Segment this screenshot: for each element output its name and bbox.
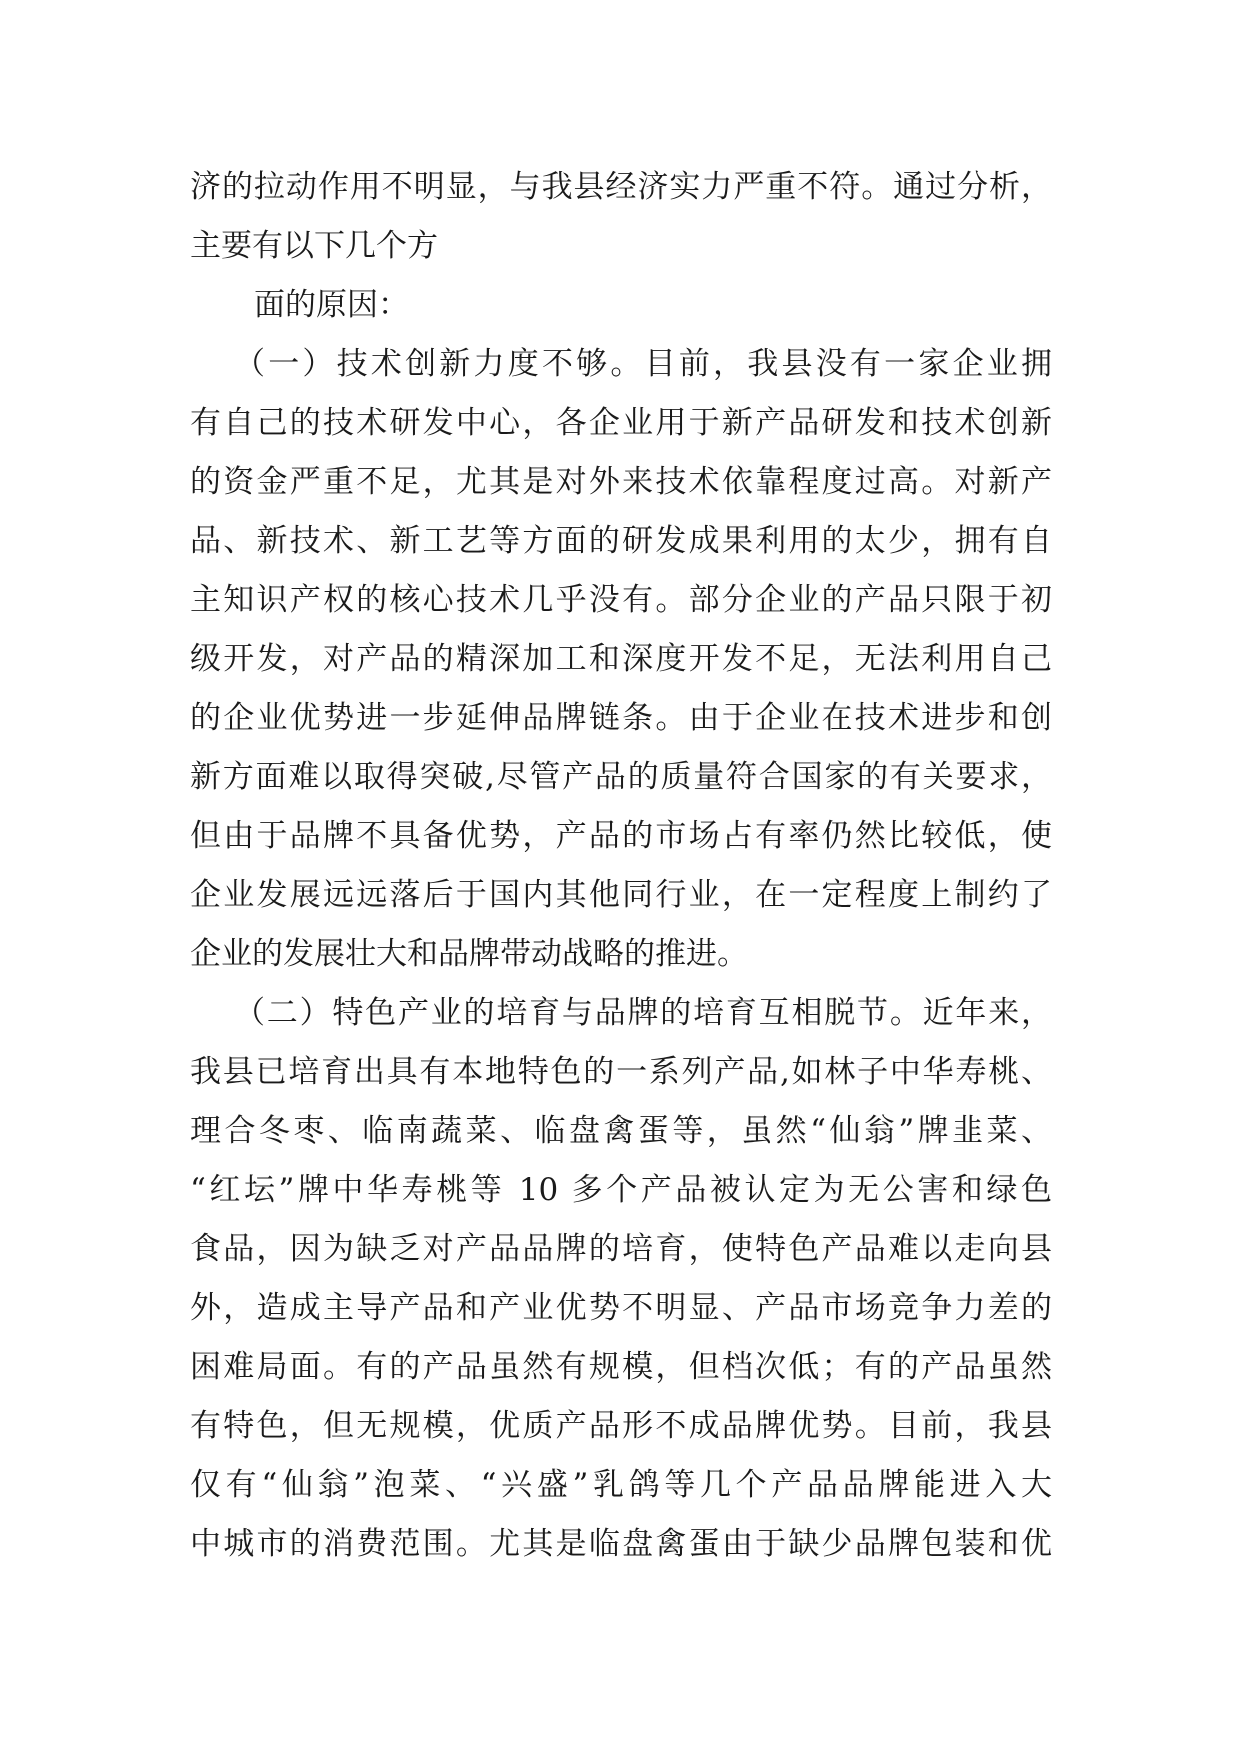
text-line: 济的拉动作用不明显，与我县经济实力严重不符。通过分析， <box>190 169 1052 205</box>
text-line: 理合冬枣、临南蔬菜、临盘禽蛋等，虽然“仙翁”牌韭菜、 <box>190 1113 1052 1149</box>
text-line: 食品，因为缺乏对产品品牌的培育，使特色产品难以走向县 <box>190 1231 1052 1267</box>
text-line: 仅有“仙翁”泡菜、“兴盛”乳鸽等几个产品品牌能进入大 <box>190 1467 1052 1503</box>
text-line: 新方面难以取得突破,尽管产品的质量符合国家的有关要求， <box>190 759 1052 795</box>
text-line: 面的原因： <box>254 287 409 323</box>
text-line: 级开发，对产品的精深加工和深度开发不足，无法利用自己 <box>190 641 1052 677</box>
text-line: 企业发展远远落后于国内其他同行业，在一定程度上制约了 <box>190 877 1052 913</box>
text-line: 但由于品牌不具备优势，产品的市场占有率仍然比较低，使 <box>190 818 1052 854</box>
text-line: 品、新技术、新工艺等方面的研发成果利用的太少，拥有自 <box>190 523 1052 559</box>
text-line: “红坛”牌中华寿桃等 10 多个产品被认定为无公害和绿色 <box>190 1172 1052 1208</box>
text-line: 外，造成主导产品和产业优势不明显、产品市场竞争力差的 <box>190 1290 1052 1326</box>
text-line: 的资金严重不足，尤其是对外来技术依靠程度过高。对新产 <box>190 464 1052 500</box>
text-line: 主要有以下几个方 <box>190 228 438 264</box>
text-line: 主知识产权的核心技术几乎没有。部分企业的产品只限于初 <box>190 582 1052 618</box>
paragraph-heading-line: （二）特色产业的培育与品牌的培育互相脱节。近年来， <box>234 995 1052 1031</box>
text-line: 困难局面。有的产品虽然有规模，但档次低；有的产品虽然 <box>190 1349 1052 1385</box>
text-line: 的企业优势进一步延伸品牌链条。由于企业在技术进步和创 <box>190 700 1052 736</box>
text-line: 有特色，但无规模，优质产品形不成品牌优势。目前，我县 <box>190 1408 1052 1444</box>
text-line: 中城市的消费范围。尤其是临盘禽蛋由于缺少品牌包装和优 <box>190 1526 1052 1562</box>
text-line: 有自己的技术研发中心，各企业用于新产品研发和技术创新 <box>190 405 1052 441</box>
document-body <box>190 158 1052 1574</box>
paragraph-heading-line: （一）技术创新力度不够。目前，我县没有一家企业拥 <box>234 346 1052 382</box>
text-line: 企业的发展壮大和品牌带动战略的推进。 <box>190 936 748 972</box>
text-line: 我县已培育出具有本地特色的一系列产品,如林子中华寿桃、 <box>190 1054 1052 1090</box>
